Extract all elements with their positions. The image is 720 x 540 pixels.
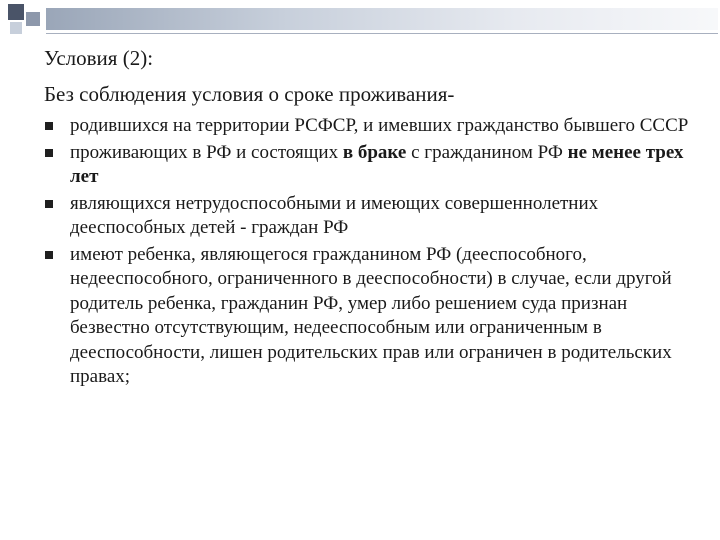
item-emphasis: не менее трех лет	[70, 141, 684, 187]
decor-square-dark	[8, 4, 24, 20]
list-item	[44, 243, 694, 390]
header-decoration	[0, 0, 720, 40]
slide-title: Условия (2):	[44, 46, 154, 70]
header-divider	[46, 33, 718, 34]
decor-square-mid	[26, 12, 40, 26]
item-text: являющихся нетрудоспособными и имеющих совершеннолетних дееспособных детей - граждан РФ	[70, 192, 599, 238]
square-bullet-icon	[45, 251, 53, 259]
item-text: родившихся на территории РСФСР, и имевших гражданство бывшего СССР	[70, 115, 689, 136]
slide-subtitle: Без соблюдения условия о сроке проживания-	[44, 82, 455, 106]
item-text: с гражданином РФ	[406, 141, 568, 163]
slide-content	[44, 44, 694, 392]
list-item	[44, 141, 694, 190]
conditions-list	[44, 114, 694, 390]
square-bullet-icon	[45, 149, 53, 157]
decor-square-light	[10, 22, 22, 34]
header-gradient-bar	[46, 8, 718, 30]
item-text: проживающих в РФ и состоящих	[70, 141, 343, 163]
item-emphasis: в браке	[342, 141, 407, 163]
square-bullet-icon	[45, 200, 53, 208]
list-item	[44, 114, 694, 139]
square-bullet-icon	[45, 122, 53, 130]
item-text: имеют ребенка, являющегося гражданином РФ (дееспособного, недееспособного, ограниченного в дееспособности) в случае, если другой родитель ребенка, гражданин РФ, умер либо решением суда признан безвестно отсутствующим, недееспособным или ограниченным в дееспособности, лишен родительских прав или ограничен в родительских правах;	[70, 243, 672, 387]
list-item	[44, 192, 694, 241]
